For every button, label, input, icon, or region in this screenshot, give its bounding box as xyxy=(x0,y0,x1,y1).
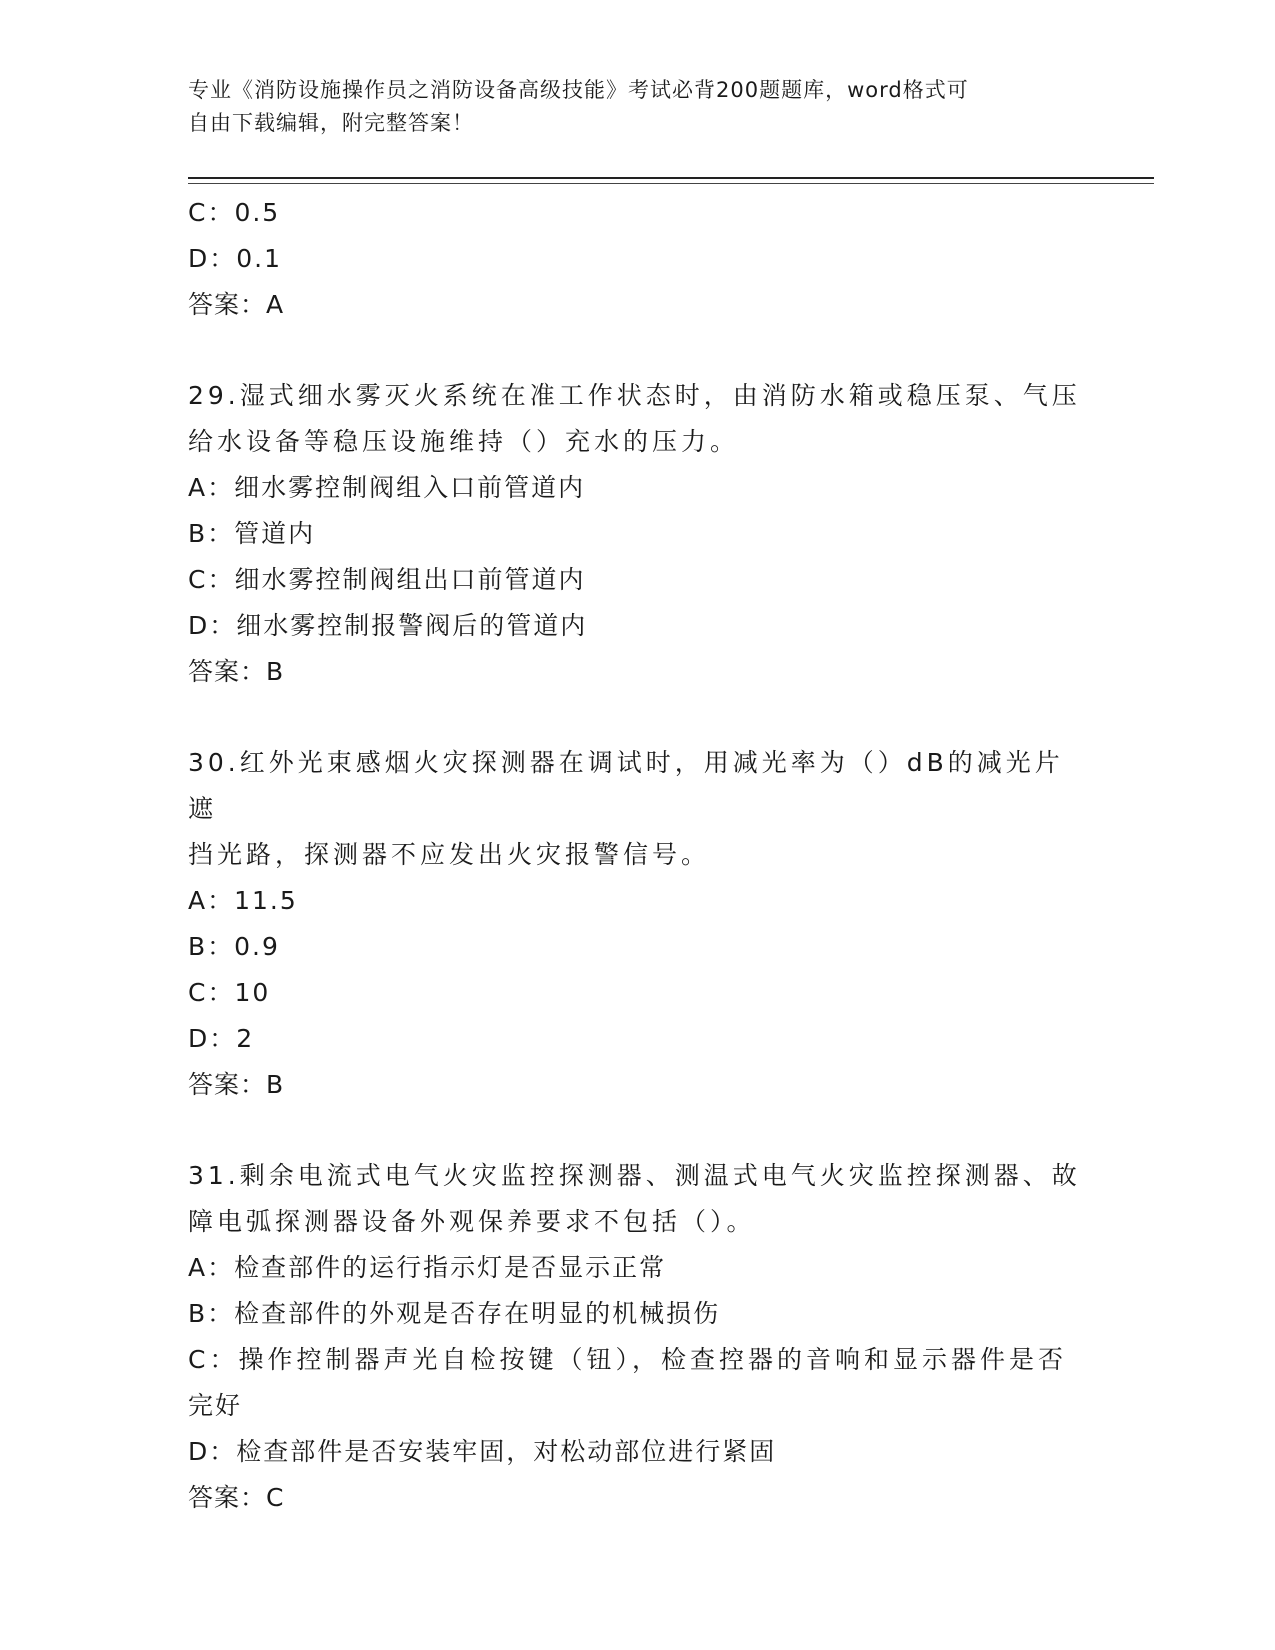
option-c: C：细水雾控制阀组出口前管道内 xyxy=(188,565,586,594)
question-31 xyxy=(188,1153,1088,1521)
answer-line: 答案：B xyxy=(188,657,285,686)
header-divider-thick xyxy=(188,177,1154,179)
option-d: D：检查部件是否安装牢固，对松动部位进行紧固 xyxy=(188,1437,777,1466)
option-c: C：10 xyxy=(188,978,271,1007)
question-stem: 31.剩余电流式电气火灾监控探测器、测温式电气火灾监控探测器、故 xyxy=(188,1161,1081,1190)
option-b: B：0.9 xyxy=(188,932,280,961)
answer-line: 答案：A xyxy=(188,290,285,319)
header-line-1: 专业《消防设施操作员之消防设备高级技能》考试必背200题题库，word格式可 xyxy=(188,78,969,102)
question-stem-continued: 给水设备等稳压设施维持（）充水的压力。 xyxy=(188,427,740,456)
header-divider-thin xyxy=(188,183,1154,184)
option-a: A：检查部件的运行指示灯是否显示正常 xyxy=(188,1253,667,1282)
option-b: B：检查部件的外观是否存在明显的机械损伤 xyxy=(188,1299,721,1328)
document-header xyxy=(188,74,1088,140)
option-d: D：0.1 xyxy=(188,244,283,273)
option-c: C：操作控制器声光自检按键（钮），检查控器的音响和显示器件是否 xyxy=(188,1345,1067,1374)
question-stem: 29.湿式细水雾灭火系统在准工作状态时，由消防水箱或稳压泵、气压 xyxy=(188,381,1081,410)
previous-question-tail xyxy=(188,190,1088,328)
question-stem-continued: 障电弧探测器设备外观保养要求不包括（）。 xyxy=(188,1207,756,1236)
answer-line: 答案：C xyxy=(188,1483,285,1512)
option-d: D：细水雾控制报警阀后的管道内 xyxy=(188,611,588,640)
option-c: C：0.5 xyxy=(188,198,281,227)
option-a: A：细水雾控制阀组入口前管道内 xyxy=(188,473,586,502)
question-list xyxy=(188,190,1088,1521)
option-c-continued: 完好 xyxy=(188,1391,243,1420)
header-line-2: 自由下载编辑，附完整答案！ xyxy=(188,111,474,135)
question-30 xyxy=(188,740,1088,1108)
question-stem: 30.红外光束感烟火灾探测器在调试时，用减光率为（）dB的减光片遮 xyxy=(188,748,1064,823)
question-stem-continued: 挡光路，探测器不应发出火灾报警信号。 xyxy=(188,840,711,869)
option-a: A：11.5 xyxy=(188,886,298,915)
option-d: D：2 xyxy=(188,1024,255,1053)
option-b: B：管道内 xyxy=(188,519,316,548)
question-29 xyxy=(188,373,1088,695)
answer-line: 答案：B xyxy=(188,1070,285,1099)
